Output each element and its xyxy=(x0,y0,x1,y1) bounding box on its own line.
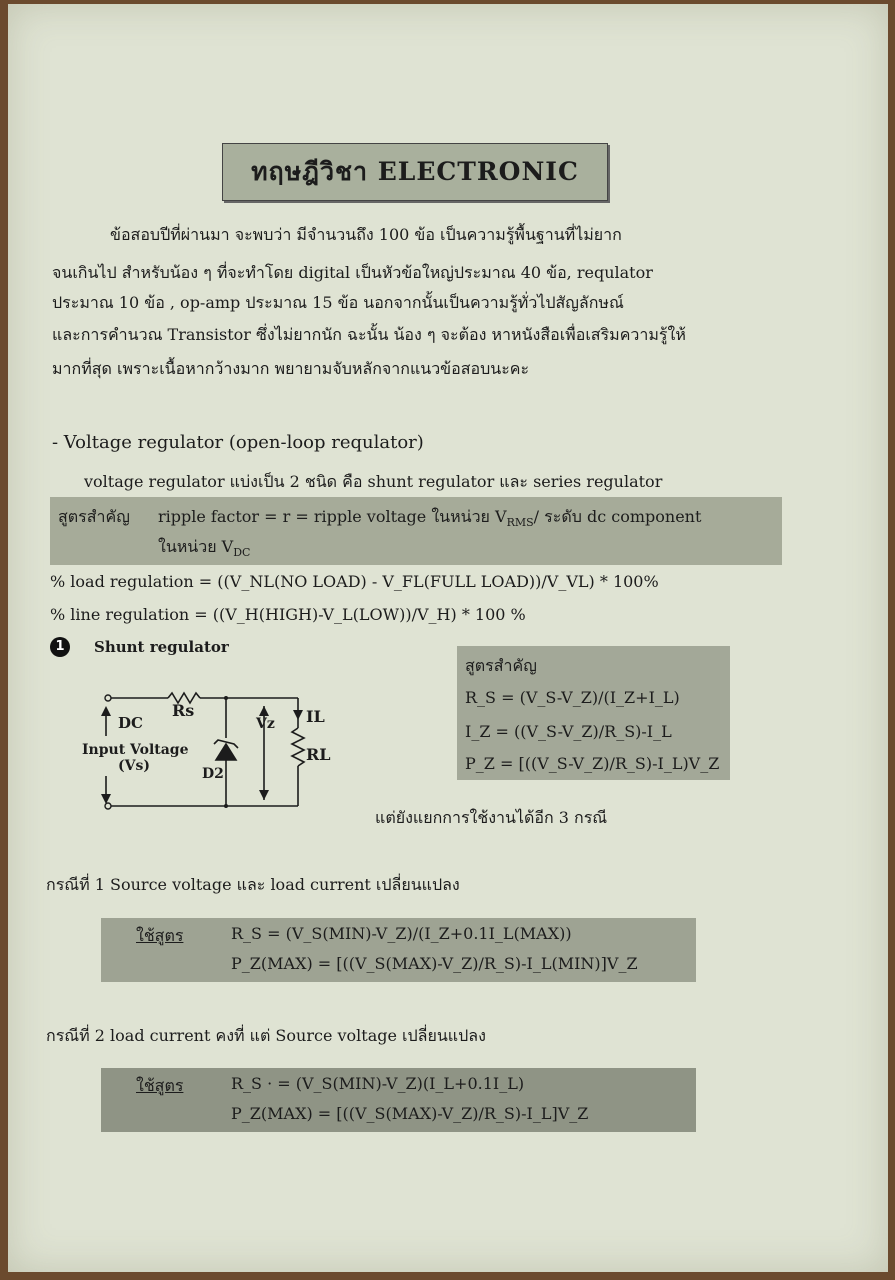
case1-use-label: ใช้สูตร xyxy=(136,926,184,945)
case1-heading: กรณีที่ 1 Source voltage และ load current เปลี่ยนแปลง xyxy=(46,875,460,894)
intro-line: มากที่สุด เพราะเนื้อหากว้างมาก พยายามจับหลักจากแนวข้อสอบนะคะ xyxy=(52,359,530,378)
case2-use-label: ใช้สูตร xyxy=(136,1076,184,1095)
case2-formula-box xyxy=(101,1068,696,1132)
case2-heading: กรณีที่ 2 load current คงที่ แต่ Source voltage เปลี่ยนแปลง xyxy=(46,1026,486,1045)
case1-rs-formula: R_S = (V_S(MIN)-V_Z)/(I_Z+0.1I_L(MAX)) xyxy=(231,924,572,943)
line-regulation-formula: % line regulation = ((V_H(HIGH)-V_L(LOW))/V_H) * 100 % xyxy=(50,605,526,624)
load-regulation-formula: % load regulation = ((V_NL(NO LOAD) - V_FL(FULL LOAD))/V_VL) * 100% xyxy=(50,572,659,591)
iz-formula: I_Z = ((V_S-V_Z)/R_S)-I_L xyxy=(465,722,672,741)
ripple-tail: / ระดับ dc component xyxy=(533,507,702,526)
ripple-dc-sub: DC xyxy=(233,546,251,560)
ripple-dc-text: ในหน่วย V xyxy=(158,537,234,556)
section-heading: - Voltage regulator (open-loop requlator) xyxy=(52,432,424,453)
dc-label: DC xyxy=(118,714,143,732)
intro-line: ประมาณ 10 ข้อ , op-amp ประมาณ 15 ข้อ นอกจากนั้นเป็นความรู้ทั่วไปสัญลักษณ์ xyxy=(52,293,624,312)
vs-label: (Vs) xyxy=(118,758,150,774)
pz-formula: P_Z = [((V_S-V_Z)/R_S)-I_L)V_Z xyxy=(465,754,720,773)
rs-label: Rs xyxy=(172,701,195,720)
shunt-formula-box xyxy=(457,646,730,780)
key-label: สูตรสำคัญ xyxy=(58,507,130,526)
formula-box-title: สูตรสำคัญ xyxy=(465,656,537,675)
ripple-dc-line xyxy=(158,535,250,560)
vz-label: Vz xyxy=(256,716,275,732)
page-title: ทฤษฎีวิชา ELECTRONIC xyxy=(222,143,608,201)
case1-pz-formula: P_Z(MAX) = [((V_S(MAX)-V_Z)/R_S)-I_L(MIN)]V_Z xyxy=(231,954,638,973)
shunt-title: Shunt regulator xyxy=(94,638,229,656)
cases-note: แต่ยังแยกการใช้งานได้อีก 3 กรณี xyxy=(375,808,608,827)
ripple-text: ripple factor = r = ripple voltage ในหน่วย V xyxy=(158,507,507,526)
rl-label: RL xyxy=(306,745,331,764)
intro-line: ข้อสอบปีที่ผ่านมา จะพบว่า มีจำนวนถึง 100 ข้อ เป็นความรู้พื้นฐานที่ไม่ยาก xyxy=(110,225,622,244)
ripple-sub: RMS xyxy=(506,516,534,530)
input-voltage-label: Input Voltage xyxy=(82,742,189,758)
section-subline: voltage regulator แบ่งเป็น 2 ชนิด คือ shunt regulator และ series regulator xyxy=(84,472,663,491)
ripple-formula xyxy=(158,505,701,530)
intro-line: จนเกินไป สำหรับน้อง ๆ ที่จะทำโดย digital เป็นหัวข้อใหญ่ประมาณ 40 ข้อ, requlator xyxy=(52,263,653,282)
number-one-bullet: 1 xyxy=(50,637,70,657)
il-label: IL xyxy=(306,707,325,726)
intro-line: และการคำนวณ Transistor ซึ่งไม่ยากนัก ฉะนั้น น้อง ๆ จะต้อง หาหนังสือเพื่อเสริมความรู้ให้ xyxy=(52,325,686,344)
case1-formula-box xyxy=(101,918,696,982)
shunt-regulator-circuit xyxy=(78,688,348,818)
d2-label: D2 xyxy=(202,766,224,782)
case2-pz-formula: P_Z(MAX) = [((V_S(MAX)-V_Z)/R_S)-I_L]V_Z xyxy=(231,1104,589,1123)
case2-rs-formula: R_S · = (V_S(MIN)-V_Z)(I_L+0.1I_L) xyxy=(231,1074,525,1093)
key-formula-band xyxy=(50,497,782,565)
rs-formula: R_S = (V_S-V_Z)/(I_Z+I_L) xyxy=(465,688,680,707)
